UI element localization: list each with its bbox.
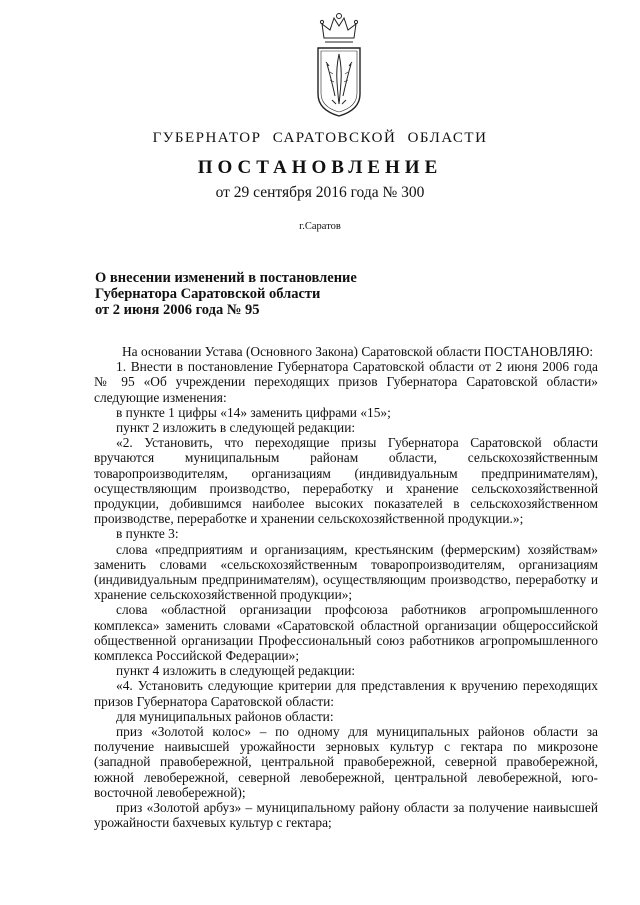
paragraph: 1. Внести в постановление Губернатора Саратовской области от 2 июня 2006 года № 95 «Об учреждении переходящих призов Губернатора Саратовской области» следующие изменения:	[94, 359, 598, 405]
document-date-number: от 29 сентября 2016 года № 300	[215, 184, 425, 201]
paragraph: На основании Устава (Основного Закона) Саратовской области ПОСТАНОВЛЯЮ:	[122, 344, 594, 359]
paragraph: в пункте 3:	[116, 526, 179, 542]
document-title	[95, 270, 415, 318]
paragraph: пункт 4 изложить в следующей редакции:	[116, 663, 356, 679]
paragraph: слова «предприятиям и организациям, крестьянским (фермерским) хозяйствам» заменить словами «сельскохозяйственным товаропроизводителям, организациям (индивидуальным предпринимателям), осуществляющим производство, переработку и хранение сельскохозяйственной продукции»;	[94, 541, 598, 603]
title-line: Губернатора Саратовской области	[95, 286, 321, 302]
paragraph: слова «областной организации профсоюза работников агропромышленного комплекса» заменить словами «Саратовской областной организации общероссийской общественной организации Профессиональный союз работников агропромышленного комплекса Российской Федерации»;	[94, 602, 598, 664]
paragraph: приз «Золотой колос» – по одному для муниципальных районов области за получение наивысшей урожайности зерновых культур с гектара по микрозоне (западной правобережной, центральной правобережной, северной правобережной, южной левобережной, северной левобережной, центральной левобережной, юго-восточной левобережной);	[94, 724, 598, 800]
paragraph: пункт 2 изложить в следующей редакции:	[116, 420, 356, 436]
paragraph: приз «Золотой арбуз» – муниципальному району области за получение наивысшей урожайности бахчевых культур с гектара;	[94, 800, 598, 831]
saratov-coat-of-arms-icon	[310, 8, 368, 120]
document-body	[94, 344, 598, 831]
paragraph: «2. Установить, что переходящие призы Губернатора Саратовской области вручаются муниципальным районам области, сельскохозяйственным товаропроизводителям, организациям (индивидуальным предпринимателям), осуществляющим производство, переработку и хранение сельскохозяйственной продукции, добившимся наиболее высоких показателей в сельскохозяйственном производстве, переработке и хранении сельскохозяйственной продукции.»;	[94, 435, 598, 527]
document-city: г.Саратов	[299, 221, 341, 232]
paragraph: для муниципальных районов области:	[116, 708, 334, 724]
paragraph: в пункте 1 цифры «14» заменить цифрами «15»;	[116, 404, 391, 420]
title-line: О внесении изменений в постановление	[95, 270, 357, 286]
title-line: от 2 июня 2006 года № 95	[95, 302, 260, 318]
paragraph: «4. Установить следующие критерии для представления к вручению переходящих призов Губернатора Саратовской области:	[94, 678, 598, 709]
issuing-authority: ГУБЕРНАТОР САРАТОВСКОЙ ОБЛАСТИ	[152, 130, 488, 146]
document-type: ПОСТАНОВЛЕНИЕ	[197, 157, 443, 178]
